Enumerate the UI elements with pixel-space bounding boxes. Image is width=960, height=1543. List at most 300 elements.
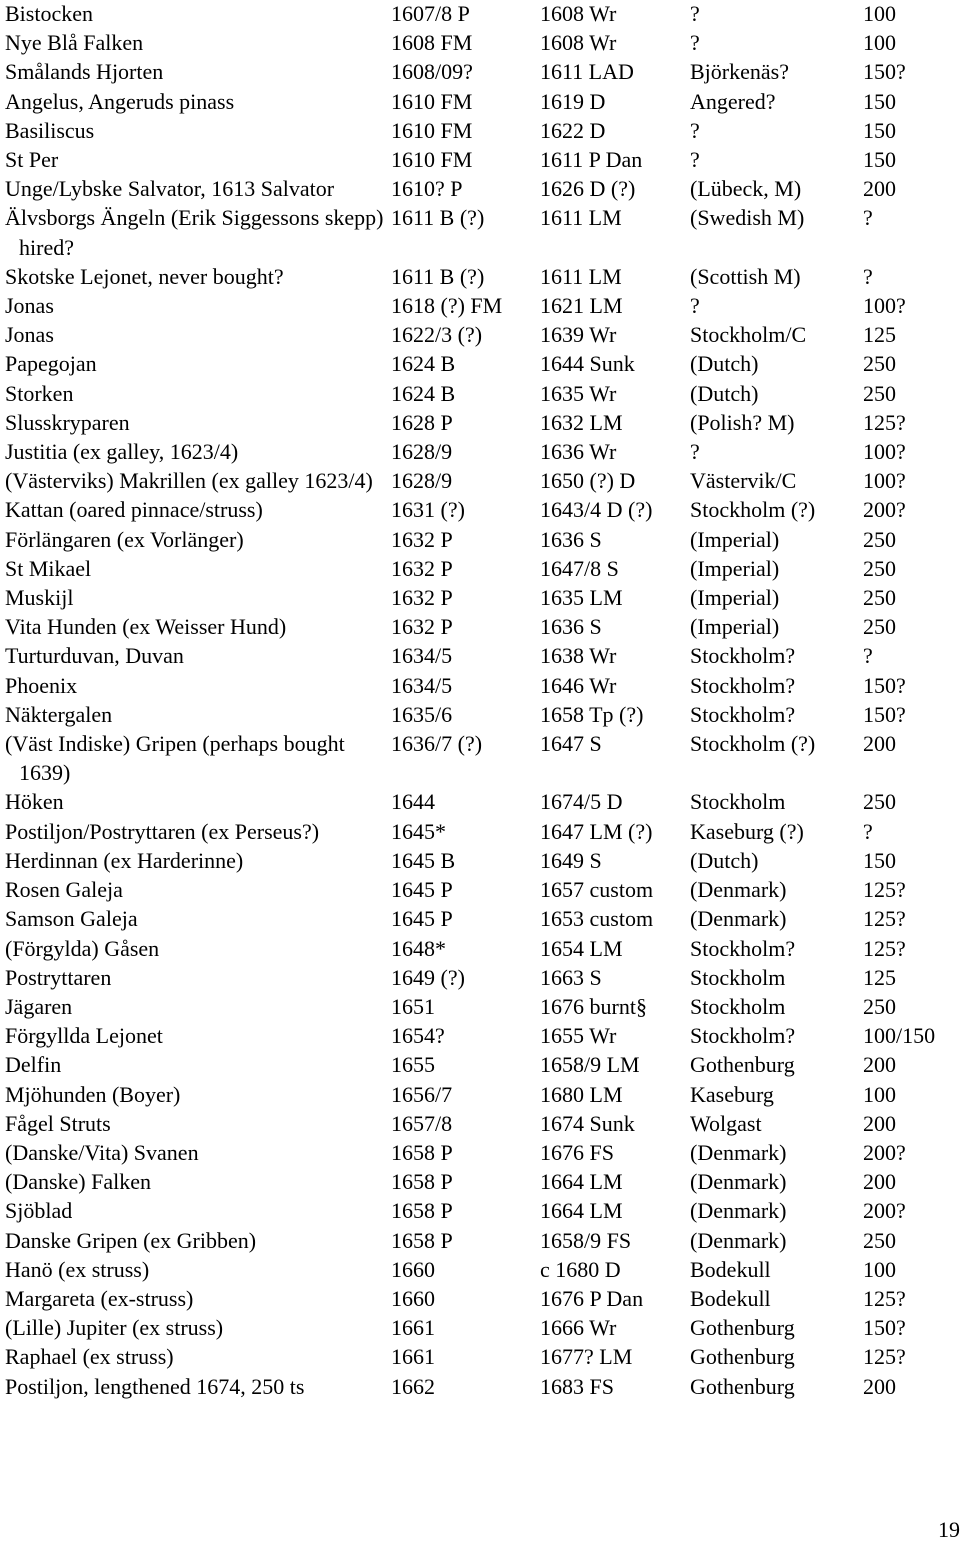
ship-origin-cell — [690, 1342, 863, 1371]
ship-name-cell — [5, 291, 391, 320]
table-row — [5, 145, 960, 174]
table-row — [5, 379, 960, 408]
ship-origin-cell — [690, 28, 863, 57]
ship-built: 1645 P — [391, 877, 453, 903]
ship-built-cell — [391, 1313, 540, 1342]
ship-fate: 1680 LM — [540, 1081, 623, 1107]
ship-origin: (Polish? M) — [690, 409, 795, 435]
ship-lasts: ? — [863, 818, 873, 844]
ship-name-cell — [5, 1167, 391, 1196]
ship-lasts-cell — [863, 320, 960, 349]
ship-name: Nye Blå Falken — [5, 30, 144, 56]
ship-lasts-cell — [863, 1255, 960, 1284]
ship-origin: Angered? — [690, 88, 776, 114]
ship-fate-cell — [540, 1138, 690, 1167]
ship-name-cell — [5, 116, 391, 145]
ship-built-cell — [391, 116, 540, 145]
ship-built-cell — [391, 437, 540, 466]
ship-origin-cell — [690, 525, 863, 554]
ship-fate-cell — [540, 525, 690, 554]
ship-lasts: 200 — [863, 1373, 896, 1399]
ship-fate: 1647/8 S — [540, 555, 619, 581]
ship-lasts: 125? — [863, 906, 906, 932]
ship-fate-cell — [540, 28, 690, 57]
ship-origin-cell — [690, 671, 863, 700]
ship-origin-cell — [690, 1372, 863, 1401]
ship-lasts-cell — [863, 934, 960, 963]
ship-name: Näktergalen — [5, 701, 113, 727]
ship-built: 1636/7 (?) — [391, 731, 483, 757]
ship-origin: (Denmark) — [690, 1169, 787, 1195]
ship-built-cell — [391, 729, 540, 787]
ship-origin-cell — [690, 1196, 863, 1225]
ship-origin: ? — [690, 117, 700, 143]
ship-origin: (Imperial) — [690, 585, 780, 611]
ship-name: (Förgylda) Gåsen — [5, 935, 160, 961]
ship-lasts-cell — [863, 1313, 960, 1342]
ship-fate-cell — [540, 817, 690, 846]
ship-fate-cell — [540, 700, 690, 729]
ship-built-cell — [391, 787, 540, 816]
ship-name-cell — [5, 262, 391, 291]
ship-fate: 1636 S — [540, 526, 602, 552]
ship-lasts: 125 — [863, 322, 896, 348]
ship-lasts: 100/150 — [863, 1023, 936, 1049]
ship-origin-cell — [690, 262, 863, 291]
ship-fate-cell — [540, 349, 690, 378]
ship-fate: 1622 D — [540, 117, 606, 143]
ship-origin: Stockholm? — [690, 1023, 796, 1049]
ship-name-cell — [5, 1255, 391, 1284]
table-row — [5, 203, 960, 261]
ship-built: 1661 — [391, 1315, 435, 1341]
ship-fate-cell — [540, 0, 690, 28]
ship-fate-cell — [540, 1109, 690, 1138]
ship-fate: 1658/9 LM — [540, 1052, 640, 1078]
ship-lasts-cell — [863, 437, 960, 466]
ship-lasts-cell — [863, 641, 960, 670]
ship-fate: 1647 S — [540, 731, 602, 757]
ship-lasts: 150? — [863, 672, 906, 698]
ship-built: 1607/8 P — [391, 1, 470, 26]
ship-built-cell — [391, 1372, 540, 1401]
ship-lasts: 150 — [863, 847, 896, 873]
ship-name-cell — [5, 817, 391, 846]
table-row — [5, 116, 960, 145]
table-row — [5, 1342, 960, 1371]
ship-lasts: 100? — [863, 468, 906, 494]
ship-origin-cell — [690, 583, 863, 612]
ship-built: 1628/9 — [391, 468, 453, 494]
ship-fate-cell — [540, 466, 690, 495]
ship-origin-cell — [690, 116, 863, 145]
ship-built: 1654? — [391, 1023, 445, 1049]
ship-built: 1635/6 — [391, 701, 453, 727]
ship-fate: 1666 Wr — [540, 1315, 617, 1341]
ship-lasts: 150 — [863, 88, 896, 114]
ship-name-cell — [5, 349, 391, 378]
ship-lasts: 125? — [863, 409, 906, 435]
table-row — [5, 583, 960, 612]
ship-built: 1608/09? — [391, 59, 473, 85]
table-row — [5, 992, 960, 1021]
ship-rows — [5, 0, 960, 1401]
ship-lasts: 250 — [863, 585, 896, 611]
ship-fate: 1611 LAD — [540, 59, 634, 85]
ship-origin-cell — [690, 495, 863, 524]
ship-lasts: 250 — [863, 789, 896, 815]
ship-origin: Gothenburg — [690, 1344, 795, 1370]
ship-lasts-cell — [863, 1196, 960, 1225]
ship-origin-cell — [690, 934, 863, 963]
ship-name: Sjöblad — [5, 1198, 73, 1224]
ship-origin-cell — [690, 1226, 863, 1255]
ship-built: 1611 B (?) — [391, 205, 485, 231]
ship-fate-cell — [540, 875, 690, 904]
ship-lasts-cell — [863, 1372, 960, 1401]
ship-lasts-cell — [863, 904, 960, 933]
table-row — [5, 875, 960, 904]
ship-origin-cell — [690, 729, 863, 787]
table-row — [5, 1372, 960, 1401]
table-row — [5, 466, 960, 495]
ship-built-cell — [391, 846, 540, 875]
table-row — [5, 612, 960, 641]
ship-lasts-cell — [863, 1021, 960, 1050]
ship-fate-cell — [540, 262, 690, 291]
ship-lasts: 100 — [863, 30, 896, 56]
ship-name: (Lille) Jupiter (ex struss) — [5, 1315, 224, 1341]
ship-lasts-cell — [863, 291, 960, 320]
ship-name-cell — [5, 437, 391, 466]
ship-name: Angelus, Angeruds pinass — [5, 88, 235, 114]
ship-name: St Mikael — [5, 555, 92, 581]
ship-lasts: 100? — [863, 439, 906, 465]
ship-table — [5, 0, 960, 1401]
table-row — [5, 671, 960, 700]
ship-name-cell — [5, 1342, 391, 1371]
ship-built: 1661 — [391, 1344, 435, 1370]
table-row — [5, 817, 960, 846]
ship-fate: 1643/4 D (?) — [540, 497, 653, 523]
ship-name-cell — [5, 379, 391, 408]
ship-name: (Väst Indiske) Gripen (perhaps bought 1639) — [5, 731, 345, 786]
ship-built: 1610 FM — [391, 147, 473, 173]
ship-origin: Stockholm — [690, 993, 786, 1019]
ship-built: 1660 — [391, 1285, 435, 1311]
ship-lasts-cell — [863, 787, 960, 816]
ship-built-cell — [391, 379, 540, 408]
ship-name: Muskijl — [5, 585, 74, 611]
ship-origin-cell — [690, 57, 863, 86]
ship-origin-cell — [690, 349, 863, 378]
ship-origin-cell — [690, 1167, 863, 1196]
ship-origin: (Swedish M) — [690, 205, 805, 231]
ship-origin-cell — [690, 641, 863, 670]
ship-origin: (Imperial) — [690, 555, 780, 581]
ship-built: 1658 P — [391, 1227, 453, 1253]
ship-built: 1632 P — [391, 614, 453, 640]
table-row — [5, 0, 960, 28]
ship-lasts-cell — [863, 1080, 960, 1109]
ship-fate-cell — [540, 1372, 690, 1401]
ship-fate: 1636 S — [540, 614, 602, 640]
ship-lasts-cell — [863, 612, 960, 641]
ship-origin-cell — [690, 466, 863, 495]
ship-lasts: 250 — [863, 526, 896, 552]
ship-built: 1648* — [391, 935, 446, 961]
ship-built: 1645 P — [391, 906, 453, 932]
ship-name: (Danske/Vita) Svanen — [5, 1139, 199, 1165]
ship-name: Förlängaren (ex Vorlänger) — [5, 526, 244, 552]
ship-lasts-cell — [863, 349, 960, 378]
ship-fate: 1647 LM (?) — [540, 818, 653, 844]
ship-fate-cell — [540, 495, 690, 524]
ship-fate: 1676 P Dan — [540, 1285, 644, 1311]
ship-lasts-cell — [863, 0, 960, 28]
ship-fate: 1657 custom — [540, 877, 654, 903]
ship-fate: 1649 S — [540, 847, 602, 873]
ship-origin: Kaseburg (?) — [690, 818, 804, 844]
ship-name-cell — [5, 963, 391, 992]
ship-built-cell — [391, 1226, 540, 1255]
ship-fate: 1683 FS — [540, 1373, 614, 1399]
ship-built-cell — [391, 145, 540, 174]
ship-name-cell — [5, 203, 391, 261]
ship-built-cell — [391, 291, 540, 320]
ship-built: 1660 — [391, 1256, 435, 1282]
ship-name-cell — [5, 466, 391, 495]
ship-name: Herdinnan (ex Harderinne) — [5, 847, 244, 873]
ship-fate-cell — [540, 1167, 690, 1196]
ship-fate: 1653 custom — [540, 906, 654, 932]
ship-origin: Wolgast — [690, 1110, 762, 1136]
ship-fate: 1655 Wr — [540, 1023, 617, 1049]
ship-name-cell — [5, 992, 391, 1021]
ship-fate-cell — [540, 291, 690, 320]
ship-fate-cell — [540, 174, 690, 203]
ship-origin-cell — [690, 700, 863, 729]
ship-origin-cell — [690, 787, 863, 816]
table-row — [5, 1255, 960, 1284]
ship-origin-cell — [690, 904, 863, 933]
ship-origin: (Denmark) — [690, 1139, 787, 1165]
ship-name-cell — [5, 1313, 391, 1342]
ship-origin-cell — [690, 1109, 863, 1138]
ship-fate: 1626 D (?) — [540, 176, 636, 202]
ship-name-cell — [5, 28, 391, 57]
ship-built: 1610 FM — [391, 88, 473, 114]
ship-fate: 1658/9 FS — [540, 1227, 632, 1253]
ship-lasts: 125? — [863, 877, 906, 903]
ship-fate-cell — [540, 671, 690, 700]
ship-fate-cell — [540, 1342, 690, 1371]
ship-origin: (Imperial) — [690, 526, 780, 552]
ship-lasts-cell — [863, 87, 960, 116]
table-row — [5, 28, 960, 57]
ship-fate: 1608 Wr — [540, 1, 617, 26]
ship-origin-cell — [690, 0, 863, 28]
ship-built: 1631 (?) — [391, 497, 465, 523]
ship-name: Jonas — [5, 322, 54, 348]
ship-lasts: 250 — [863, 351, 896, 377]
ship-built: 1628/9 — [391, 439, 453, 465]
ship-fate-cell — [540, 437, 690, 466]
ship-lasts-cell — [863, 817, 960, 846]
ship-name: Phoenix — [5, 672, 78, 698]
ship-name-cell — [5, 1138, 391, 1167]
ship-name: (Danske) Falken — [5, 1169, 152, 1195]
page-number: 19 — [938, 1517, 960, 1542]
ship-lasts-cell — [863, 1109, 960, 1138]
ship-built: 1658 P — [391, 1139, 453, 1165]
ship-fate-cell — [540, 904, 690, 933]
ship-built-cell — [391, 963, 540, 992]
ship-name: Storken — [5, 380, 74, 406]
ship-origin: Stockholm (?) — [690, 497, 816, 523]
ship-fate: c 1680 D — [540, 1256, 621, 1282]
ship-fate: 1674 Sunk — [540, 1110, 635, 1136]
ship-origin-cell — [690, 1138, 863, 1167]
ship-origin: Stockholm? — [690, 672, 796, 698]
ship-built-cell — [391, 904, 540, 933]
ship-fate: 1644 Sunk — [540, 351, 635, 377]
ship-name: St Per — [5, 147, 59, 173]
ship-lasts: 125? — [863, 1344, 906, 1370]
ship-name-cell — [5, 875, 391, 904]
ship-origin: Stockholm (?) — [690, 731, 816, 757]
ship-fate: 1664 LM — [540, 1169, 623, 1195]
ship-lasts-cell — [863, 583, 960, 612]
ship-origin-cell — [690, 1255, 863, 1284]
table-row — [5, 320, 960, 349]
ship-origin: (Dutch) — [690, 351, 759, 377]
ship-name-cell — [5, 934, 391, 963]
ship-name-cell — [5, 1021, 391, 1050]
ship-origin-cell — [690, 875, 863, 904]
ship-origin: (Denmark) — [690, 906, 787, 932]
table-row — [5, 1138, 960, 1167]
ship-origin: ? — [690, 293, 700, 319]
ship-built-cell — [391, 992, 540, 1021]
ship-built: 1608 FM — [391, 30, 473, 56]
ship-lasts: 250 — [863, 555, 896, 581]
ship-origin: Stockholm? — [690, 701, 796, 727]
ship-fate-cell — [540, 963, 690, 992]
ship-fate: 1611 LM — [540, 205, 622, 231]
ship-lasts-cell — [863, 1167, 960, 1196]
ship-name: Papegojan — [5, 351, 97, 377]
ship-built: 1611 B (?) — [391, 263, 485, 289]
ship-name-cell — [5, 1226, 391, 1255]
ship-origin-cell — [690, 1284, 863, 1313]
ship-built-cell — [391, 583, 540, 612]
table-row — [5, 787, 960, 816]
table-row — [5, 495, 960, 524]
ship-built-cell — [391, 1196, 540, 1225]
ship-lasts-cell — [863, 992, 960, 1021]
table-row — [5, 641, 960, 670]
ship-lasts-cell — [863, 495, 960, 524]
ship-origin: Björkenäs? — [690, 59, 789, 85]
ship-built: 1632 P — [391, 585, 453, 611]
ship-name: Justitia (ex galley, 1623/4) — [5, 439, 239, 465]
ship-name: Kattan (oared pinnace/struss) — [5, 497, 263, 523]
ship-built-cell — [391, 1138, 540, 1167]
ship-origin: Västervik/C — [690, 468, 797, 494]
ship-built: 1610 FM — [391, 117, 473, 143]
ship-lasts-cell — [863, 466, 960, 495]
ship-fate: 1619 D — [540, 88, 606, 114]
ship-built-cell — [391, 1050, 540, 1079]
ship-fate-cell — [540, 787, 690, 816]
ship-origin-cell — [690, 1050, 863, 1079]
ship-lasts-cell — [863, 145, 960, 174]
ship-lasts: 150? — [863, 701, 906, 727]
ship-name: Jägaren — [5, 993, 73, 1019]
ship-built-cell — [391, 28, 540, 57]
ship-fate: 1611 LM — [540, 263, 622, 289]
table-row — [5, 963, 960, 992]
ship-lasts: 125? — [863, 935, 906, 961]
ship-origin: ? — [690, 1, 700, 26]
ship-name: Basiliscus — [5, 117, 95, 143]
ship-lasts: 125 — [863, 964, 896, 990]
ship-origin: Gothenburg — [690, 1373, 795, 1399]
ship-built-cell — [391, 174, 540, 203]
ship-origin-cell — [690, 554, 863, 583]
ship-built: 1628 P — [391, 409, 453, 435]
ship-fate: 1611 P Dan — [540, 147, 643, 173]
ship-lasts-cell — [863, 875, 960, 904]
ship-fate-cell — [540, 87, 690, 116]
ship-lasts: 200 — [863, 176, 896, 202]
ship-fate-cell — [540, 934, 690, 963]
table-row — [5, 1050, 960, 1079]
ship-fate: 1663 S — [540, 964, 602, 990]
table-row — [5, 729, 960, 787]
table-row — [5, 1226, 960, 1255]
table-row — [5, 700, 960, 729]
ship-lasts: 150? — [863, 1315, 906, 1341]
ship-fate-cell — [540, 1284, 690, 1313]
ship-fate-cell — [540, 1313, 690, 1342]
ship-lasts: 100 — [863, 1, 896, 26]
ship-origin-cell — [690, 87, 863, 116]
ship-fate-cell — [540, 1050, 690, 1079]
ship-built-cell — [391, 408, 540, 437]
ship-lasts: 200 — [863, 1052, 896, 1078]
ship-lasts-cell — [863, 116, 960, 145]
ship-name-cell — [5, 700, 391, 729]
ship-fate: 1654 LM — [540, 935, 623, 961]
table-row — [5, 87, 960, 116]
ship-name-cell — [5, 87, 391, 116]
ship-name-cell — [5, 1080, 391, 1109]
ship-fate-cell — [540, 1021, 690, 1050]
ship-lasts-cell — [863, 1138, 960, 1167]
ship-built-cell — [391, 87, 540, 116]
table-row — [5, 57, 960, 86]
ship-built-cell — [391, 641, 540, 670]
ship-name-cell — [5, 1050, 391, 1079]
ship-built: 1658 P — [391, 1198, 453, 1224]
ship-origin-cell — [690, 1313, 863, 1342]
ship-origin-cell — [690, 320, 863, 349]
ship-fate: 1639 Wr — [540, 322, 617, 348]
ship-name-cell — [5, 174, 391, 203]
ship-name: (Västerviks) Makrillen (ex galley 1623/4) — [5, 468, 373, 494]
